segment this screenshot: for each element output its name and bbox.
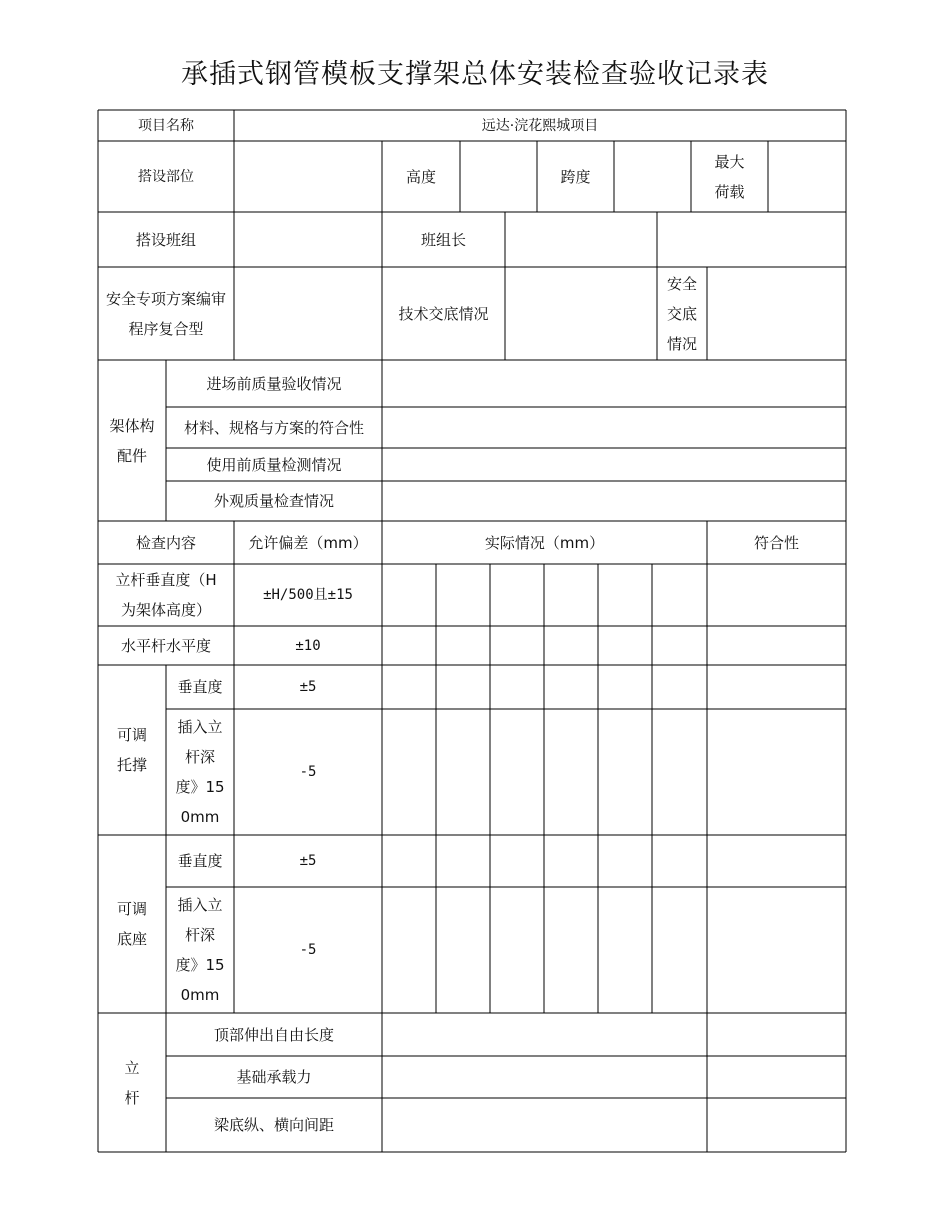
component-item-appearance: 外观质量检查情况: [213, 492, 334, 510]
component-item-spec-conformity: 材料、规格与方案的符合性: [183, 418, 364, 437]
horizontal-level-label: 水平杆水平度: [120, 636, 211, 655]
technical-briefing-label: 技术交底情况: [398, 304, 489, 323]
base-verticality-label: 垂直度: [177, 852, 223, 870]
height-label: 高度: [405, 167, 436, 186]
base-insert-tolerance: -5: [299, 942, 317, 958]
project-name-value: 远达·浣花熙城项目: [481, 117, 599, 134]
top-support-verticality-label: 垂直度: [177, 678, 223, 696]
top-support-verticality-tolerance: ±5: [299, 679, 317, 695]
span-label: 跨度: [560, 167, 591, 186]
location-label: 搭设部位: [138, 168, 194, 185]
adjustable-top-support-label: 可调托撑: [116, 726, 147, 774]
header-actual: 实际情况（mm）: [484, 533, 605, 552]
project-name-label: 项目名称: [138, 117, 194, 134]
max-load-label: 最大荷载: [714, 152, 745, 201]
team-label: 搭设班组: [135, 230, 196, 249]
pole-item-bearing-capacity: 基础承载力: [236, 1068, 312, 1086]
horizontal-level-tolerance: ±10: [295, 637, 321, 654]
base-insert-depth-label: 插入立杆深度》150mm: [175, 896, 225, 1004]
base-verticality-tolerance: ±5: [299, 853, 317, 869]
pole-label: 立杆: [124, 1058, 140, 1107]
component-item-entry-inspection: 进场前质量验收情况: [206, 374, 342, 393]
team-leader-label: 班组长: [420, 230, 466, 249]
safety-briefing-label: 安全交底情况: [666, 274, 697, 353]
pole-verticality-tolerance: ±H/500且±15: [263, 587, 353, 603]
component-item-pre-use-test: 使用前质量检测情况: [206, 455, 342, 474]
safety-plan-label: 安全专项方案编审程序复合型: [105, 289, 226, 338]
header-tolerance: 允许偏差（mm）: [248, 533, 368, 552]
pole-item-beam-spacing: 梁底纵、横向间距: [213, 1116, 334, 1134]
components-label: 架体构配件: [109, 416, 155, 465]
header-conformity: 符合性: [753, 533, 799, 552]
top-support-insert-depth-label: 插入立杆深度》150mm: [175, 718, 225, 826]
pole-item-free-length: 顶部伸出自由长度: [213, 1025, 334, 1044]
page-title: 承插式钢管模板支撑架总体安装检查验收记录表: [181, 59, 769, 90]
top-support-insert-tolerance: -5: [299, 764, 317, 780]
header-check-content: 检查内容: [135, 533, 196, 552]
adjustable-base-label: 可调底座: [116, 900, 147, 948]
pole-verticality-label: 立杆垂直度（H为架体高度）: [115, 571, 217, 619]
